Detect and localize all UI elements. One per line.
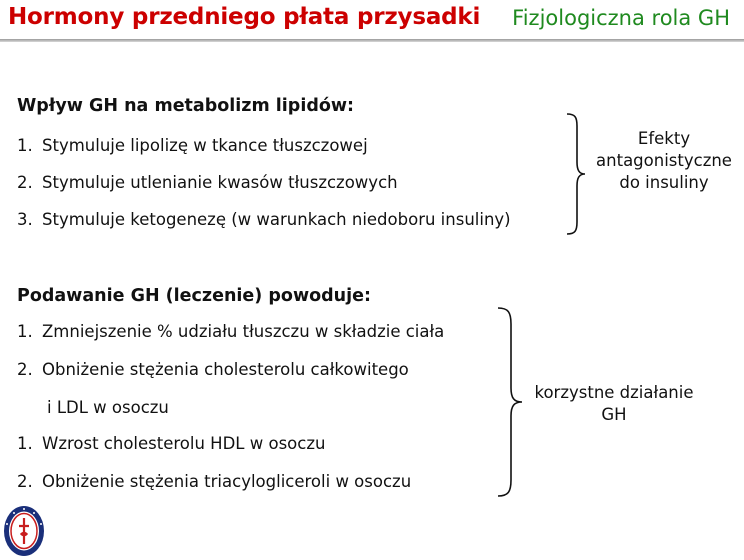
section2-note [526,382,702,426]
list-item-text: i LDL w osoczu [47,398,169,417]
title-divider [0,39,744,42]
list-item-text: Wzrost cholesterolu HDL w osoczu [42,434,326,453]
list-item-continuation [47,398,169,417]
slide-subtitle: Fizjologiczna rola GH [512,6,730,30]
note-line: Efekty [637,129,691,148]
list-item-text: Stymuluje lipolizę w tkance tłuszczowej [42,136,368,155]
list-item-number: 2. [17,173,33,192]
list-item [17,210,511,229]
brace-icon [494,306,526,498]
list-item-text: Obniżenie stężenia cholesterolu całkowitego [42,360,409,379]
note-line: GH [601,405,627,424]
list-item [17,434,325,453]
list-item-number: 1. [17,434,33,453]
section1-note [586,128,742,194]
list-item-number: 1. [17,136,33,155]
list-item-number: 2. [17,472,33,491]
list-item [17,322,444,341]
list-item-number: 1. [17,322,33,341]
slide-title: Hormony przedniego płata przysadki [8,4,481,30]
note-line: korzystne działanie [534,383,694,402]
list-item-text: Stymuluje ketogenezę (w warunkach niedoboru insuliny) [42,210,511,229]
list-item [17,173,398,192]
list-item [17,136,368,155]
list-item-text: Obniżenie stężenia triacylogliceroli w osoczu [42,472,412,491]
list-item [17,472,411,491]
list-item [17,360,409,379]
list-item-text: Stymuluje utlenianie kwasów tłuszczowych [42,173,398,192]
list-item-number: 2. [17,360,33,379]
note-line: antagonistyczne [596,151,732,170]
university-seal-icon [2,504,46,558]
list-item-number: 3. [17,210,33,229]
list-item-text: Zmniejszenie % udziału tłuszczu w składzie ciała [42,322,445,341]
section1-heading: Wpływ GH na metabolizm lipidów: [17,96,355,116]
note-line: do insuliny [619,173,709,192]
section2-heading: Podawanie GH (leczenie) powoduje: [17,286,371,306]
